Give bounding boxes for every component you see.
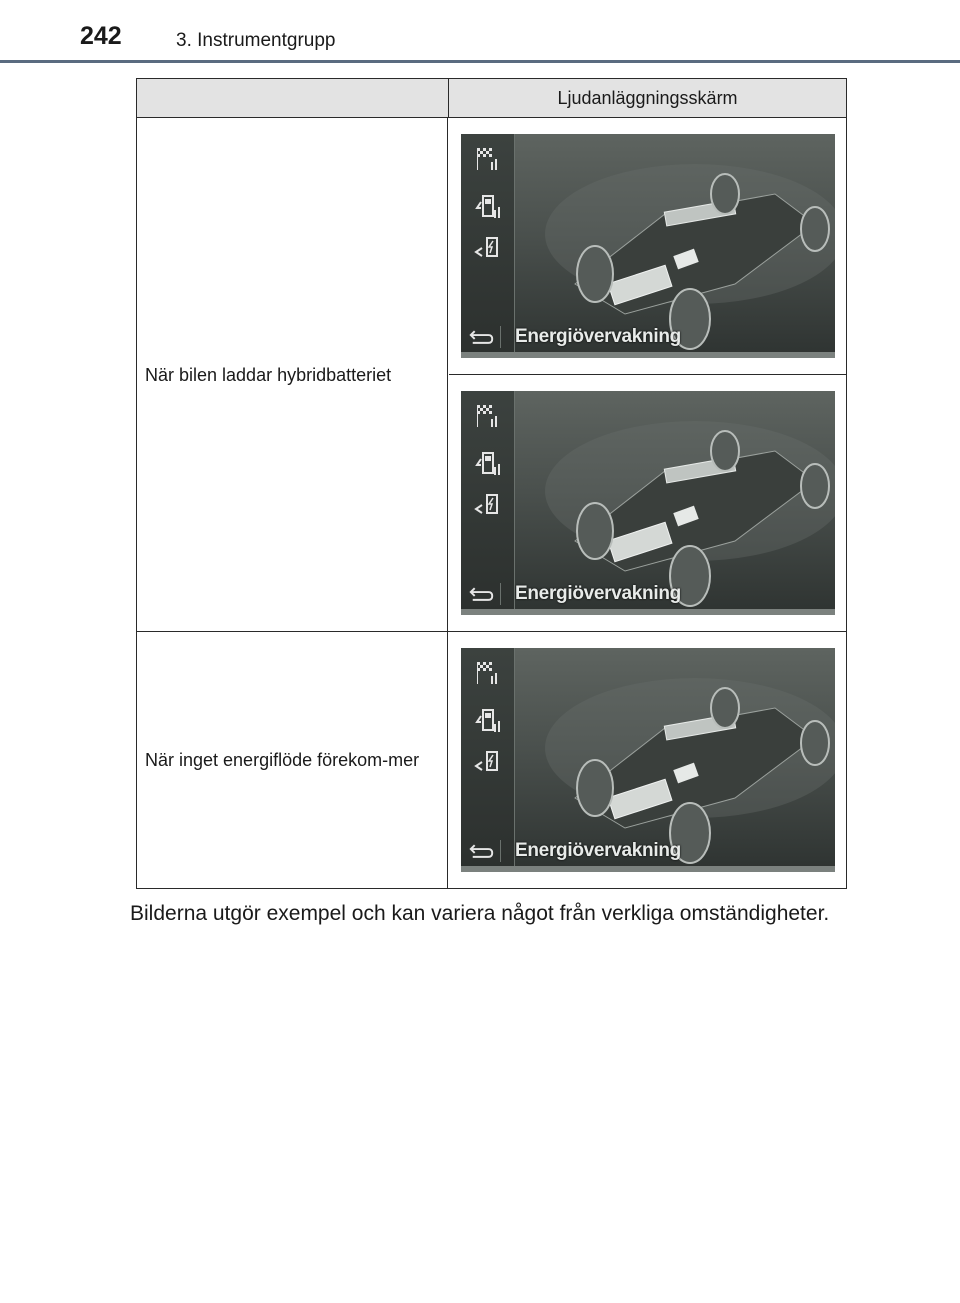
chassis-illustration: [515, 648, 835, 872]
fuel-pump-icon: [473, 706, 503, 736]
column-header-audio-screen: Ljudanläggningsskärm: [557, 88, 738, 108]
cell-divider: [449, 374, 846, 375]
page-number: 242: [80, 22, 122, 50]
table-row: [137, 632, 846, 888]
chassis-illustration: [515, 134, 835, 358]
row-label-cell: [137, 118, 448, 631]
checkered-flag-icon: [473, 658, 503, 688]
screen-bottom-bar: [461, 609, 835, 615]
screen-title: Energiövervakning: [515, 840, 681, 861]
back-arrow-icon[interactable]: [463, 326, 501, 348]
screen-sidebar: [461, 134, 515, 358]
screen-title: Energiövervakning: [515, 326, 681, 347]
screen-title: Energiövervakning: [515, 583, 681, 604]
row-label-cell: [137, 632, 448, 888]
energy-monitor-screen: [461, 648, 835, 872]
energy-monitor-table: [136, 78, 847, 889]
header-divider: [0, 60, 960, 63]
battery-charge-icon: [473, 491, 503, 521]
fuel-pump-icon: [473, 449, 503, 479]
chassis-illustration: [515, 391, 835, 615]
figure-caption: Bilderna utgör exempel och kan variera något från verkliga omständigheter.: [130, 902, 830, 925]
energy-monitor-screen: [461, 391, 835, 615]
battery-charge-icon: [473, 234, 503, 264]
energy-monitor-screen: [461, 134, 835, 358]
checkered-flag-icon: [473, 144, 503, 174]
screen-bottom-bar: [461, 352, 835, 358]
table-header: [137, 79, 846, 118]
page-header: [0, 0, 960, 64]
screen-bottom-bar: [461, 866, 835, 872]
screen-sidebar: [461, 648, 515, 872]
battery-charge-icon: [473, 748, 503, 778]
row-label: När bilen laddar hybridbatteriet: [145, 364, 392, 385]
row-label: När inget energiflöde förekom-mer: [145, 750, 420, 770]
back-arrow-icon[interactable]: [463, 583, 501, 605]
fuel-pump-icon: [473, 192, 503, 222]
screen-sidebar: [461, 391, 515, 615]
checkered-flag-icon: [473, 401, 503, 431]
section-title: 3. Instrumentgrupp: [176, 30, 336, 51]
table-row: [137, 118, 846, 632]
back-arrow-icon[interactable]: [463, 840, 501, 862]
